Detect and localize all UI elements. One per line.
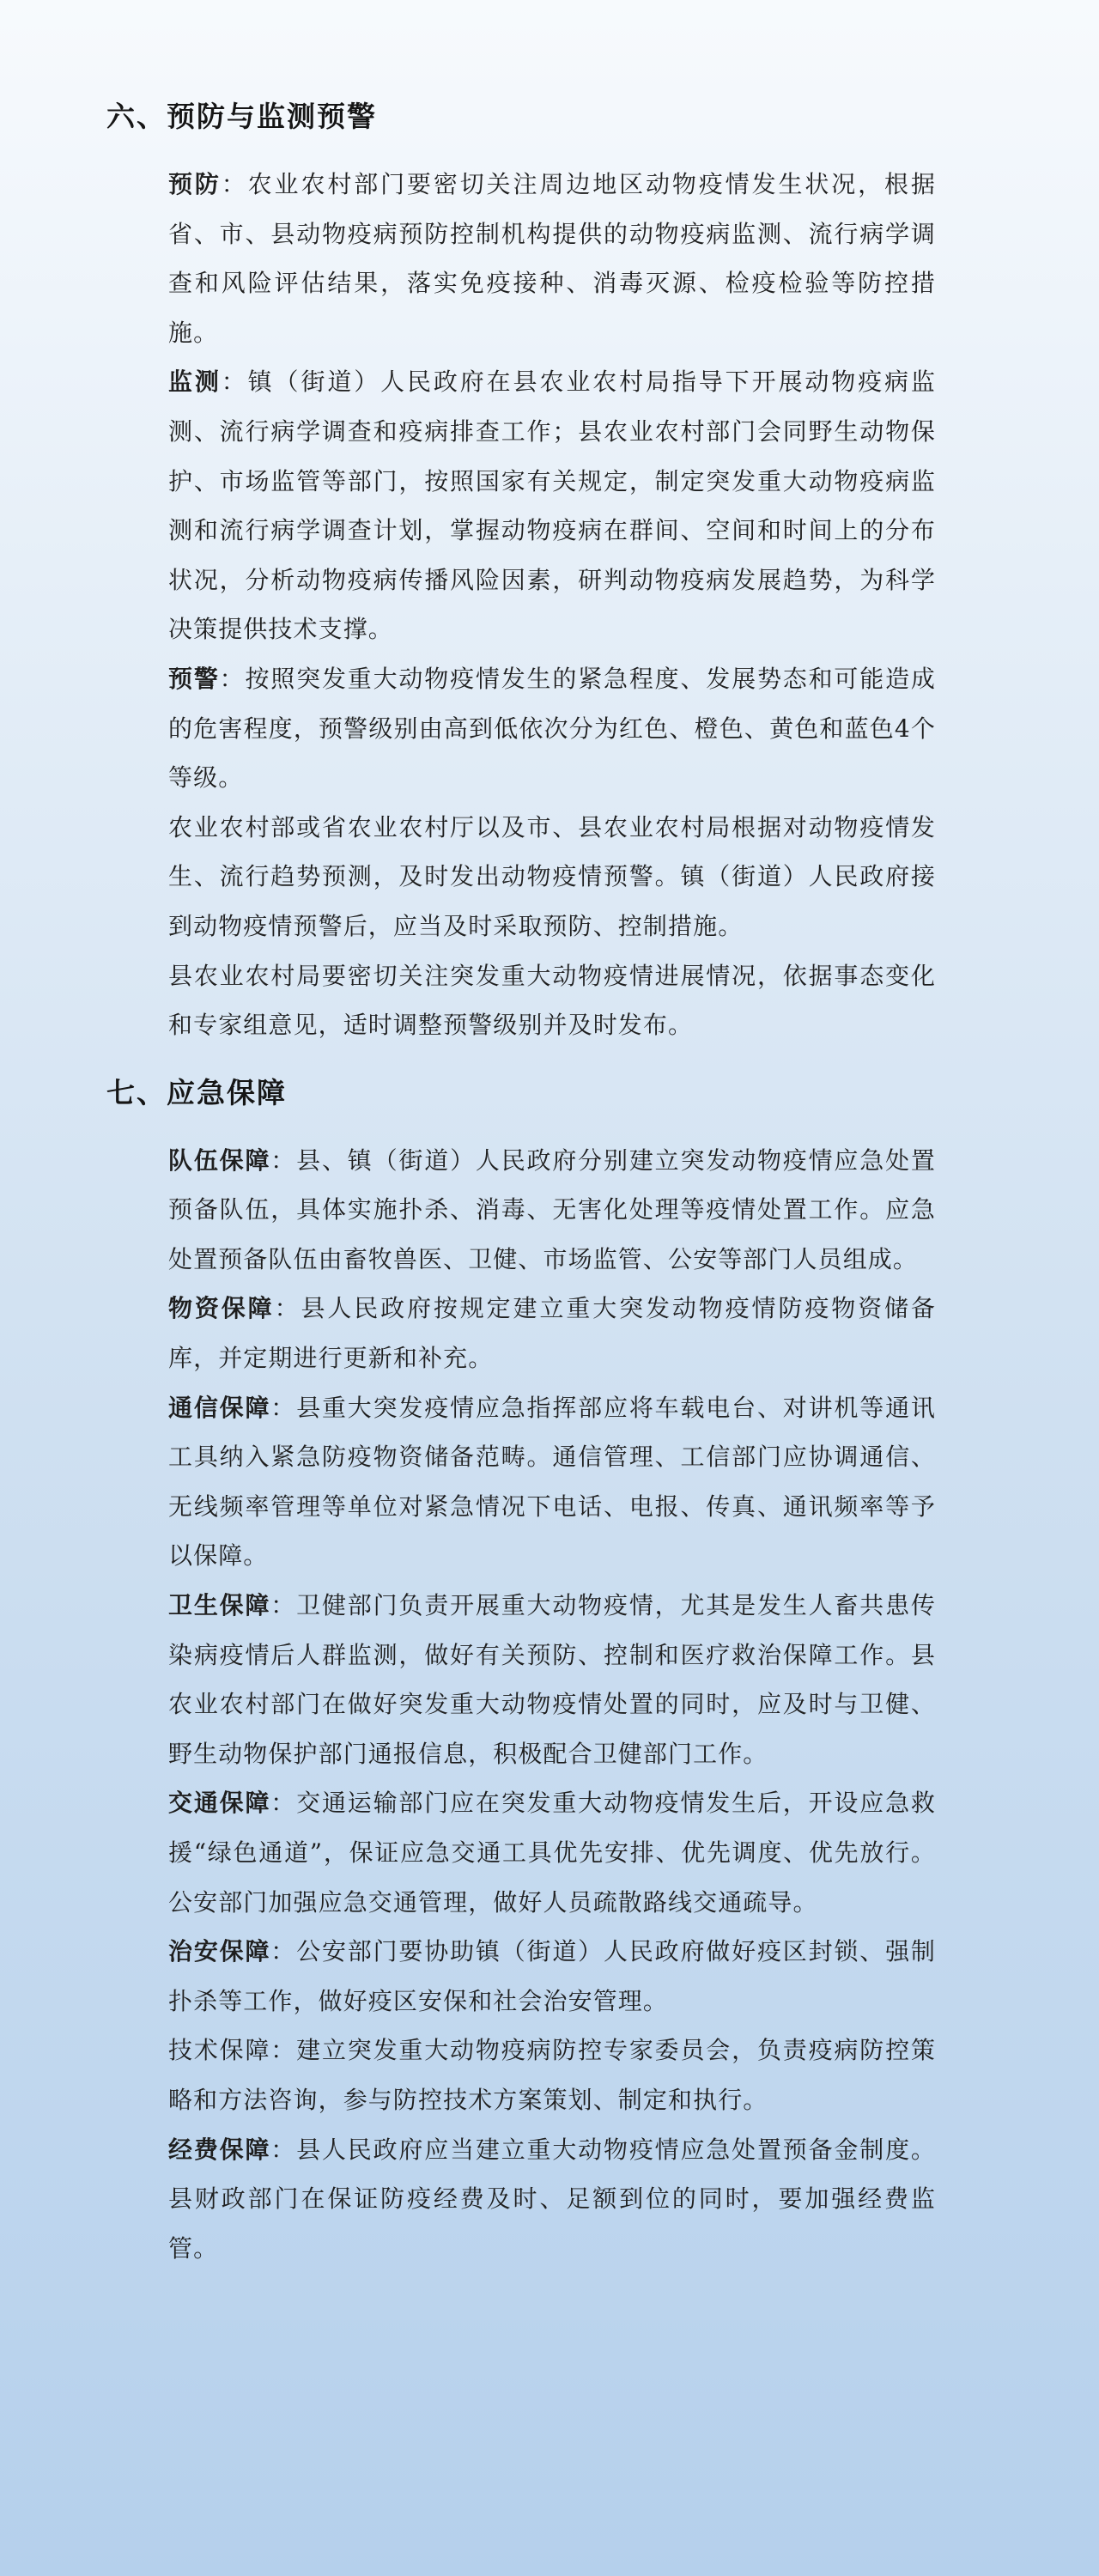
paragraph-warning-adjustment [168,951,936,1050]
paragraph-lead: 监测 [168,368,222,397]
paragraph-text: ：卫健部门负责开展重大动物疫情，尤其是发生人畜共患传染病疫情后人群监测，做好有关预防、控制和医疗救治保障工作。县农业农村部门在做好突发重大动物疫情处置的同时，应及时与卫健、野生动物保护部门通报信息，积极配合卫健部门工作。 [168,1591,936,1768]
paragraph-text: ：农业农村部门要密切关注周边地区动物疫情发生状况，根据省、市、县动物疫病预防控制机构提供的动物疫病监测、流行病学调查和风险评估结果，落实免疫接种、消毒灭源、检疫检验等防控措施。 [168,170,936,347]
paragraph-lead: 治安保障 [168,1937,271,1966]
paragraph-text: ：县人民政府应当建立重大动物疫情应急处置预备金制度。县财政部门在保证防疫经费及时、足额到位的同时，要加强经费监管。 [168,2135,936,2263]
paragraph-text: ：按照突发重大动物疫情发生的紧急程度、发展势态和可能造成的危害程度，预警级别由高到低依次分为红色、橙色、黄色和蓝色4个等级。 [168,664,936,793]
paragraph-funding-support [168,2125,936,2274]
paragraph-lead: 预防 [168,170,222,198]
section-prevention-monitoring [106,93,936,1050]
paragraph-lead: 通信保障 [168,1393,271,1422]
paragraph-traffic-support [168,1778,936,1927]
paragraph-security-support [168,1927,936,2026]
paragraph-prevention [168,160,936,357]
paragraph-text: 农业农村部或省农业农村厅以及市、县农业农村局根据对动物疫情发生、流行趋势预测，及时发出动物疫情预警。镇（街道）人民政府接到动物疫情预警后，应当及时采取预防、控制措施。 [168,812,936,940]
paragraph-communication-support [168,1383,936,1581]
paragraph-text: ：县、镇（街道）人民政府分别建立突发动物疫情应急处置预备队伍，具体实施扑杀、消毒、无害化处理等疫情处置工作。应急处置预备队伍由畜牧兽医、卫健、市场监管、公安等部门人员组成。 [168,1145,936,1273]
section-emergency-support [106,1069,936,2274]
paragraph-monitoring [168,357,936,654]
paragraph-lead: 交通保障 [168,1789,271,1818]
paragraph-technical-support [168,2026,936,2124]
section-title: 七、应急保障 [106,1075,287,1109]
paragraph-warning [168,654,936,803]
paragraph-text: ：县人民政府按规定建立重大突发动物疫情防疫物资储备库，并定期进行更新和补充。 [168,1294,936,1373]
paragraph-material-support [168,1284,936,1382]
paragraph-text: ：交通运输部门应在突发重大动物疫情发生后，开设应急救援“绿色通道”，保证应急交通工具优先安排、优先调度、优先放行。公安部门加强应急交通管理，做好人员疏散路线交通疏导。 [168,1789,936,1917]
paragraph-lead: 经费保障 [168,2135,271,2164]
paragraph-text: 县农业农村局要密切关注突发重大动物疫情进展情况，依据事态变化和专家组意见，适时调整预警级别并及时发布。 [168,961,936,1040]
paragraph-health-support [168,1581,936,1778]
paragraph-text: ：县重大突发疫情应急指挥部应将车载电台、对讲机等通讯工具纳入紧急防疫物资储备范畴。通信管理、工信部门应协调通信、无线频率管理等单位对紧急情况下电话、电报、传真、通讯频率等予以保障。 [168,1393,936,1571]
paragraph-text: ：镇（街道）人民政府在县农业农村局指导下开展动物疫病监测、流行病学调查和疫病排查工作；县农业农村部门会同野生动物保护、市场监管等部门，按照国家有关规定，制定突发重大动物疫病监测和流行病学调查计划，掌握动物疫病在群间、空间和时间上的分布状况，分析动物疫病传播风险因素，研判动物疫病发展趋势，为科学决策提供技术支撑。 [168,368,936,644]
paragraph-lead: 卫生保障 [168,1591,271,1620]
section-title: 六、预防与监测预警 [106,100,377,133]
paragraph-lead: 预警 [168,664,220,693]
paragraph-lead: 物资保障 [168,1294,275,1323]
paragraph-warning-issuance [168,803,936,951]
paragraph-text: 技术保障：建立突发重大动物疫病防控专家委员会，负责疫病防控策略和方法咨询，参与防控技术方案策划、制定和执行。 [168,2036,936,2114]
paragraph-text: ：公安部门要协助镇（街道）人民政府做好疫区封锁、强制扑杀等工作，做好疫区安保和社会治安管理。 [168,1937,936,2015]
paragraph-team-support [168,1136,936,1285]
paragraph-lead: 队伍保障 [168,1145,271,1175]
